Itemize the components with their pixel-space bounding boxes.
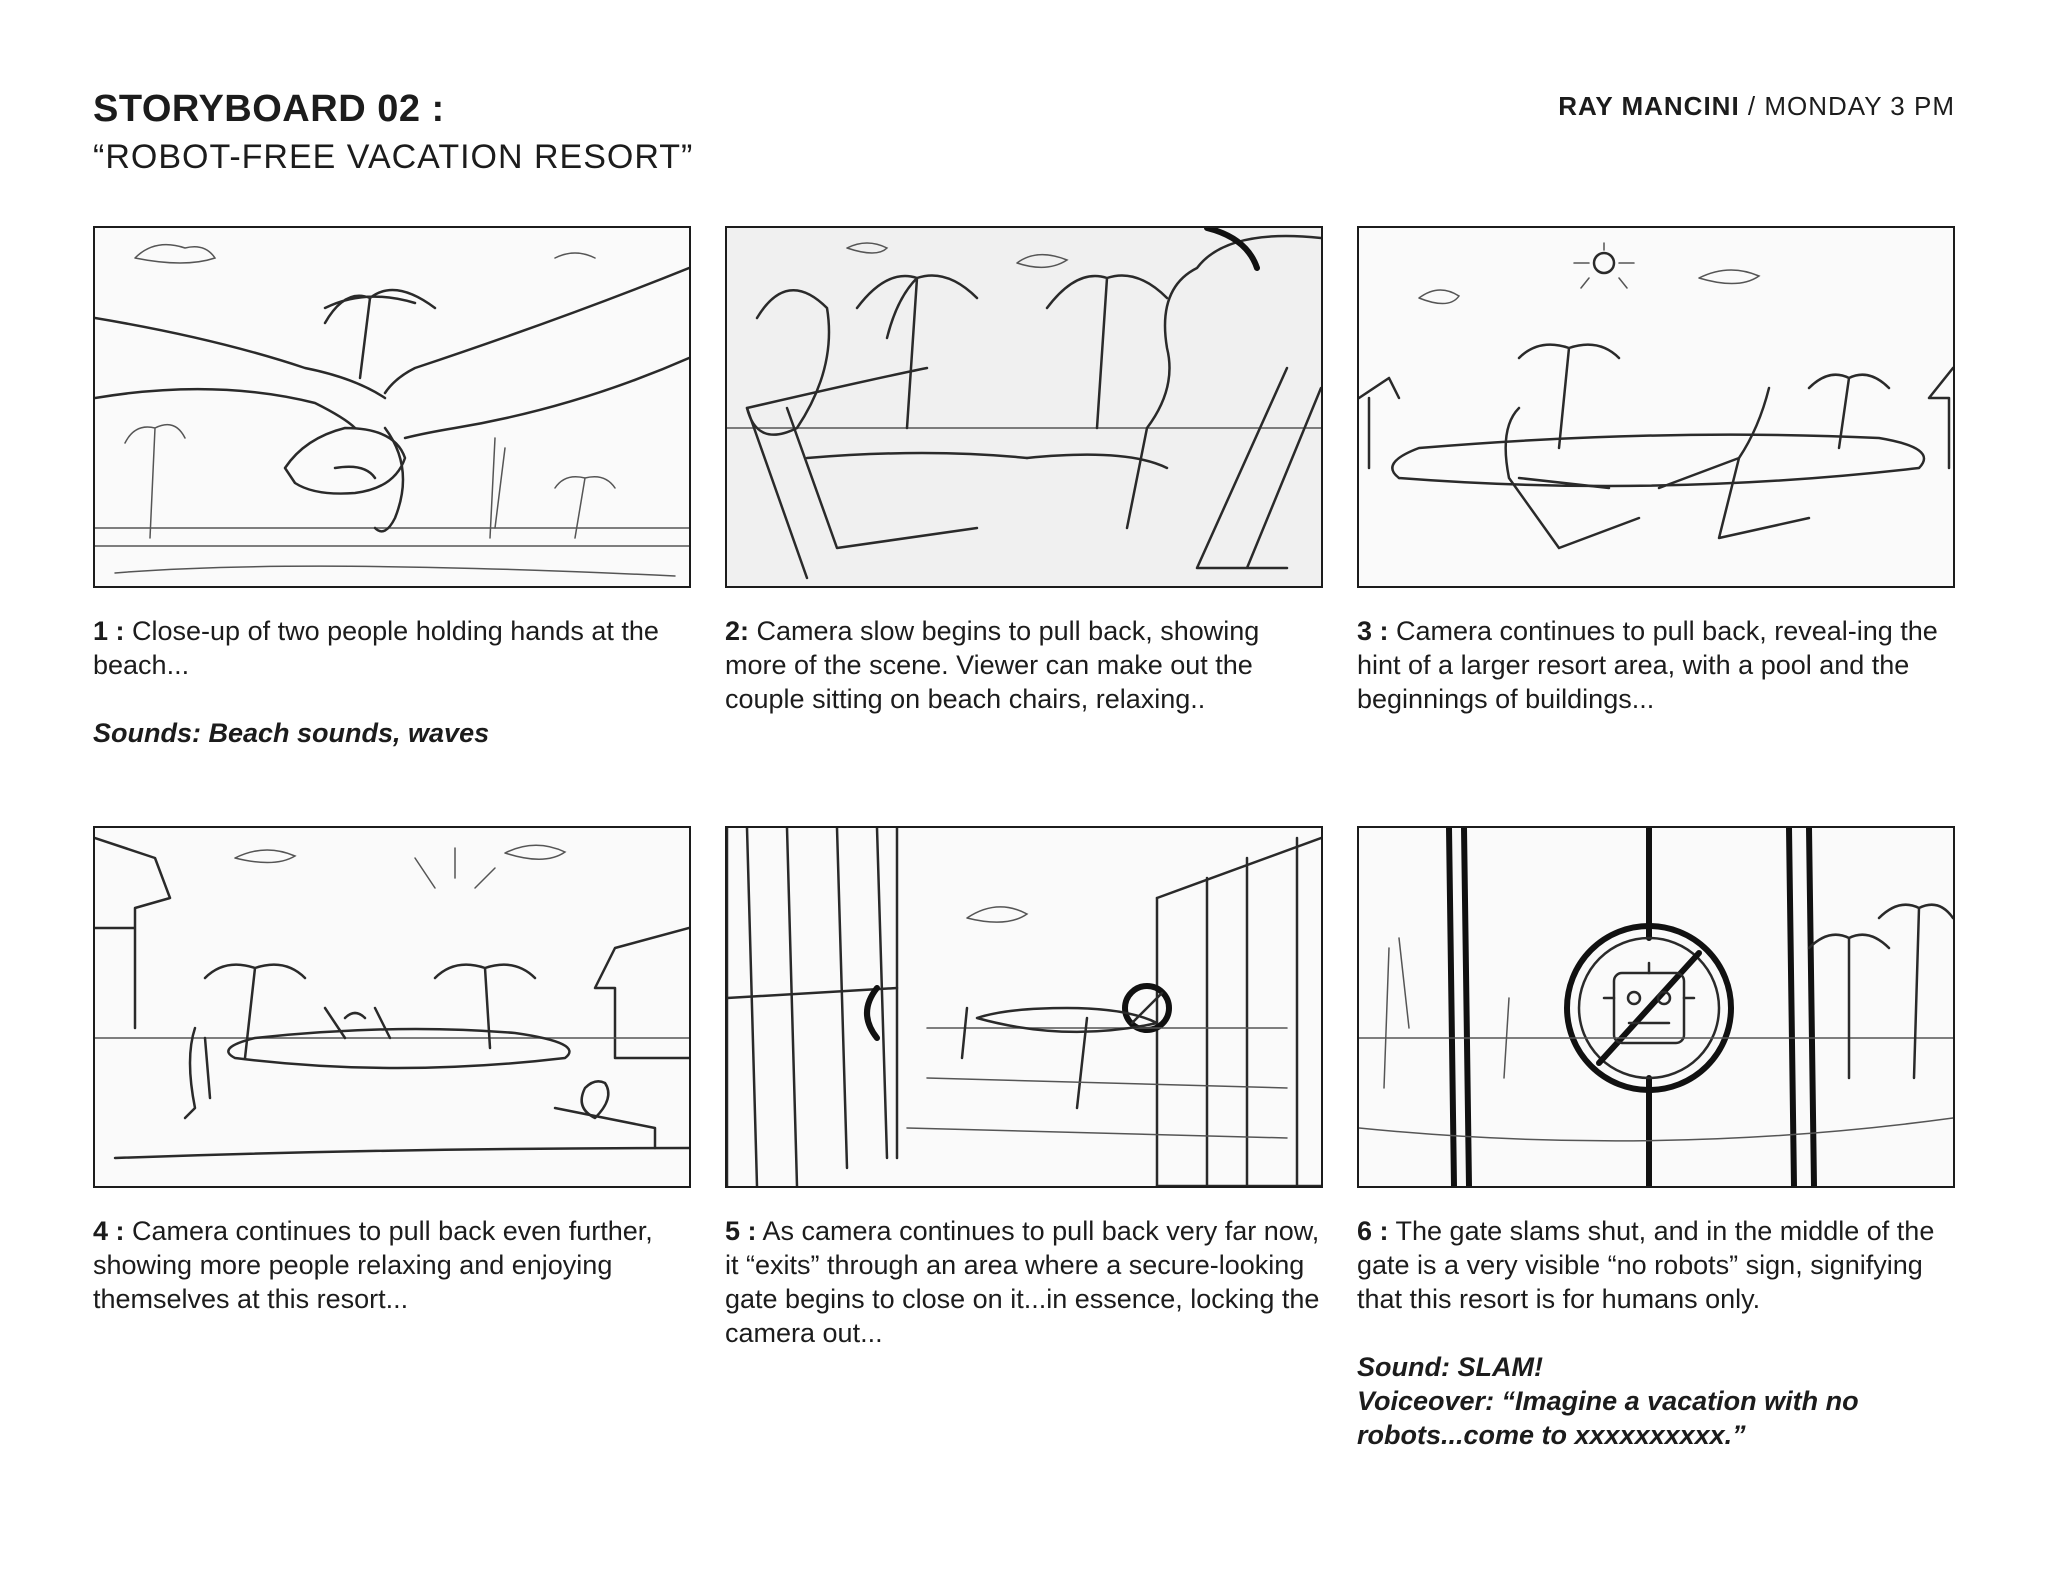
panel-6-number: 6 : (1357, 1216, 1389, 1246)
resort-crowd-sketch (95, 828, 689, 1186)
panel-3-sketch (1357, 226, 1955, 588)
storyboard-subtitle: “ROBOT-FREE VACATION RESORT” (93, 138, 694, 176)
panel-1-sound: Sounds: Beach sounds, waves (93, 718, 490, 748)
panel-6-sound (1357, 1350, 1955, 1452)
panel-3-caption (1357, 614, 1955, 716)
panel-2-sketch (725, 226, 1323, 588)
panel-6-voiceover: Voiceover: “Imagine a vacation with no robots...come to xxxxxxxxxx.” (1357, 1386, 1859, 1450)
author-name: RAY MANCINI (1558, 91, 1740, 121)
panel-1-caption (93, 614, 691, 682)
panel-2-text: Camera slow begins to pull back, showing more of the scene. Viewer can make out the couple sitting on beach chairs, relaxing.. (725, 616, 1260, 714)
panel-5-text: As camera continues to pull back very far now, it “exits” through an area where a secure-looking gate begins to close on it...in essence, locking the camera out... (725, 1216, 1320, 1348)
panel-4 (93, 826, 691, 1316)
panel-2 (725, 226, 1323, 716)
panel-6-sound-line: Sound: SLAM! (1357, 1352, 1543, 1382)
resort-pool-sketch (1359, 228, 1953, 586)
panel-4-number: 4 : (93, 1216, 125, 1246)
panel-6-caption (1357, 1214, 1955, 1316)
panel-4-text: Camera continues to pull back even further, showing more people relaxing and enjoying themselves at this resort... (93, 1216, 653, 1314)
closing-gate-sketch (727, 828, 1321, 1186)
panel-5-number: 5 : (725, 1216, 757, 1246)
schedule-text: MONDAY 3 PM (1764, 91, 1955, 121)
panel-4-caption (93, 1214, 691, 1316)
panel-5-sketch (725, 826, 1323, 1188)
panel-1-sketch (93, 226, 691, 588)
panel-2-number: 2: (725, 616, 750, 646)
panel-6 (1357, 826, 1955, 1452)
author-separator: / (1739, 91, 1765, 121)
panel-3 (1357, 226, 1955, 716)
panel-5 (725, 826, 1323, 1350)
author-line (1558, 91, 1955, 122)
panel-3-text: Camera continues to pull back, reveal-ing the hint of a larger resort area, with a pool and the beginnings of buildings... (1357, 616, 1938, 714)
panel-4-sketch (93, 826, 691, 1188)
panel-1-text: Close-up of two people holding hands at the beach... (93, 616, 659, 680)
panel-6-text: The gate slams shut, and in the middle of the gate is a very visible “no robots” sign, signifying that this resort is for humans only. (1357, 1216, 1935, 1314)
panel-3-number: 3 : (1357, 616, 1389, 646)
panel-1-number: 1 : (93, 616, 125, 646)
panel-1 (93, 226, 691, 750)
panel-2-caption (725, 614, 1323, 716)
holding-hands-sketch (95, 228, 689, 586)
beach-chairs-sketch (727, 228, 1321, 586)
storyboard-title: STORYBOARD 02 : (93, 88, 445, 130)
no-robots-sign-sketch (1359, 828, 1953, 1186)
panel-5-caption (725, 1214, 1323, 1350)
panel-6-sketch (1357, 826, 1955, 1188)
